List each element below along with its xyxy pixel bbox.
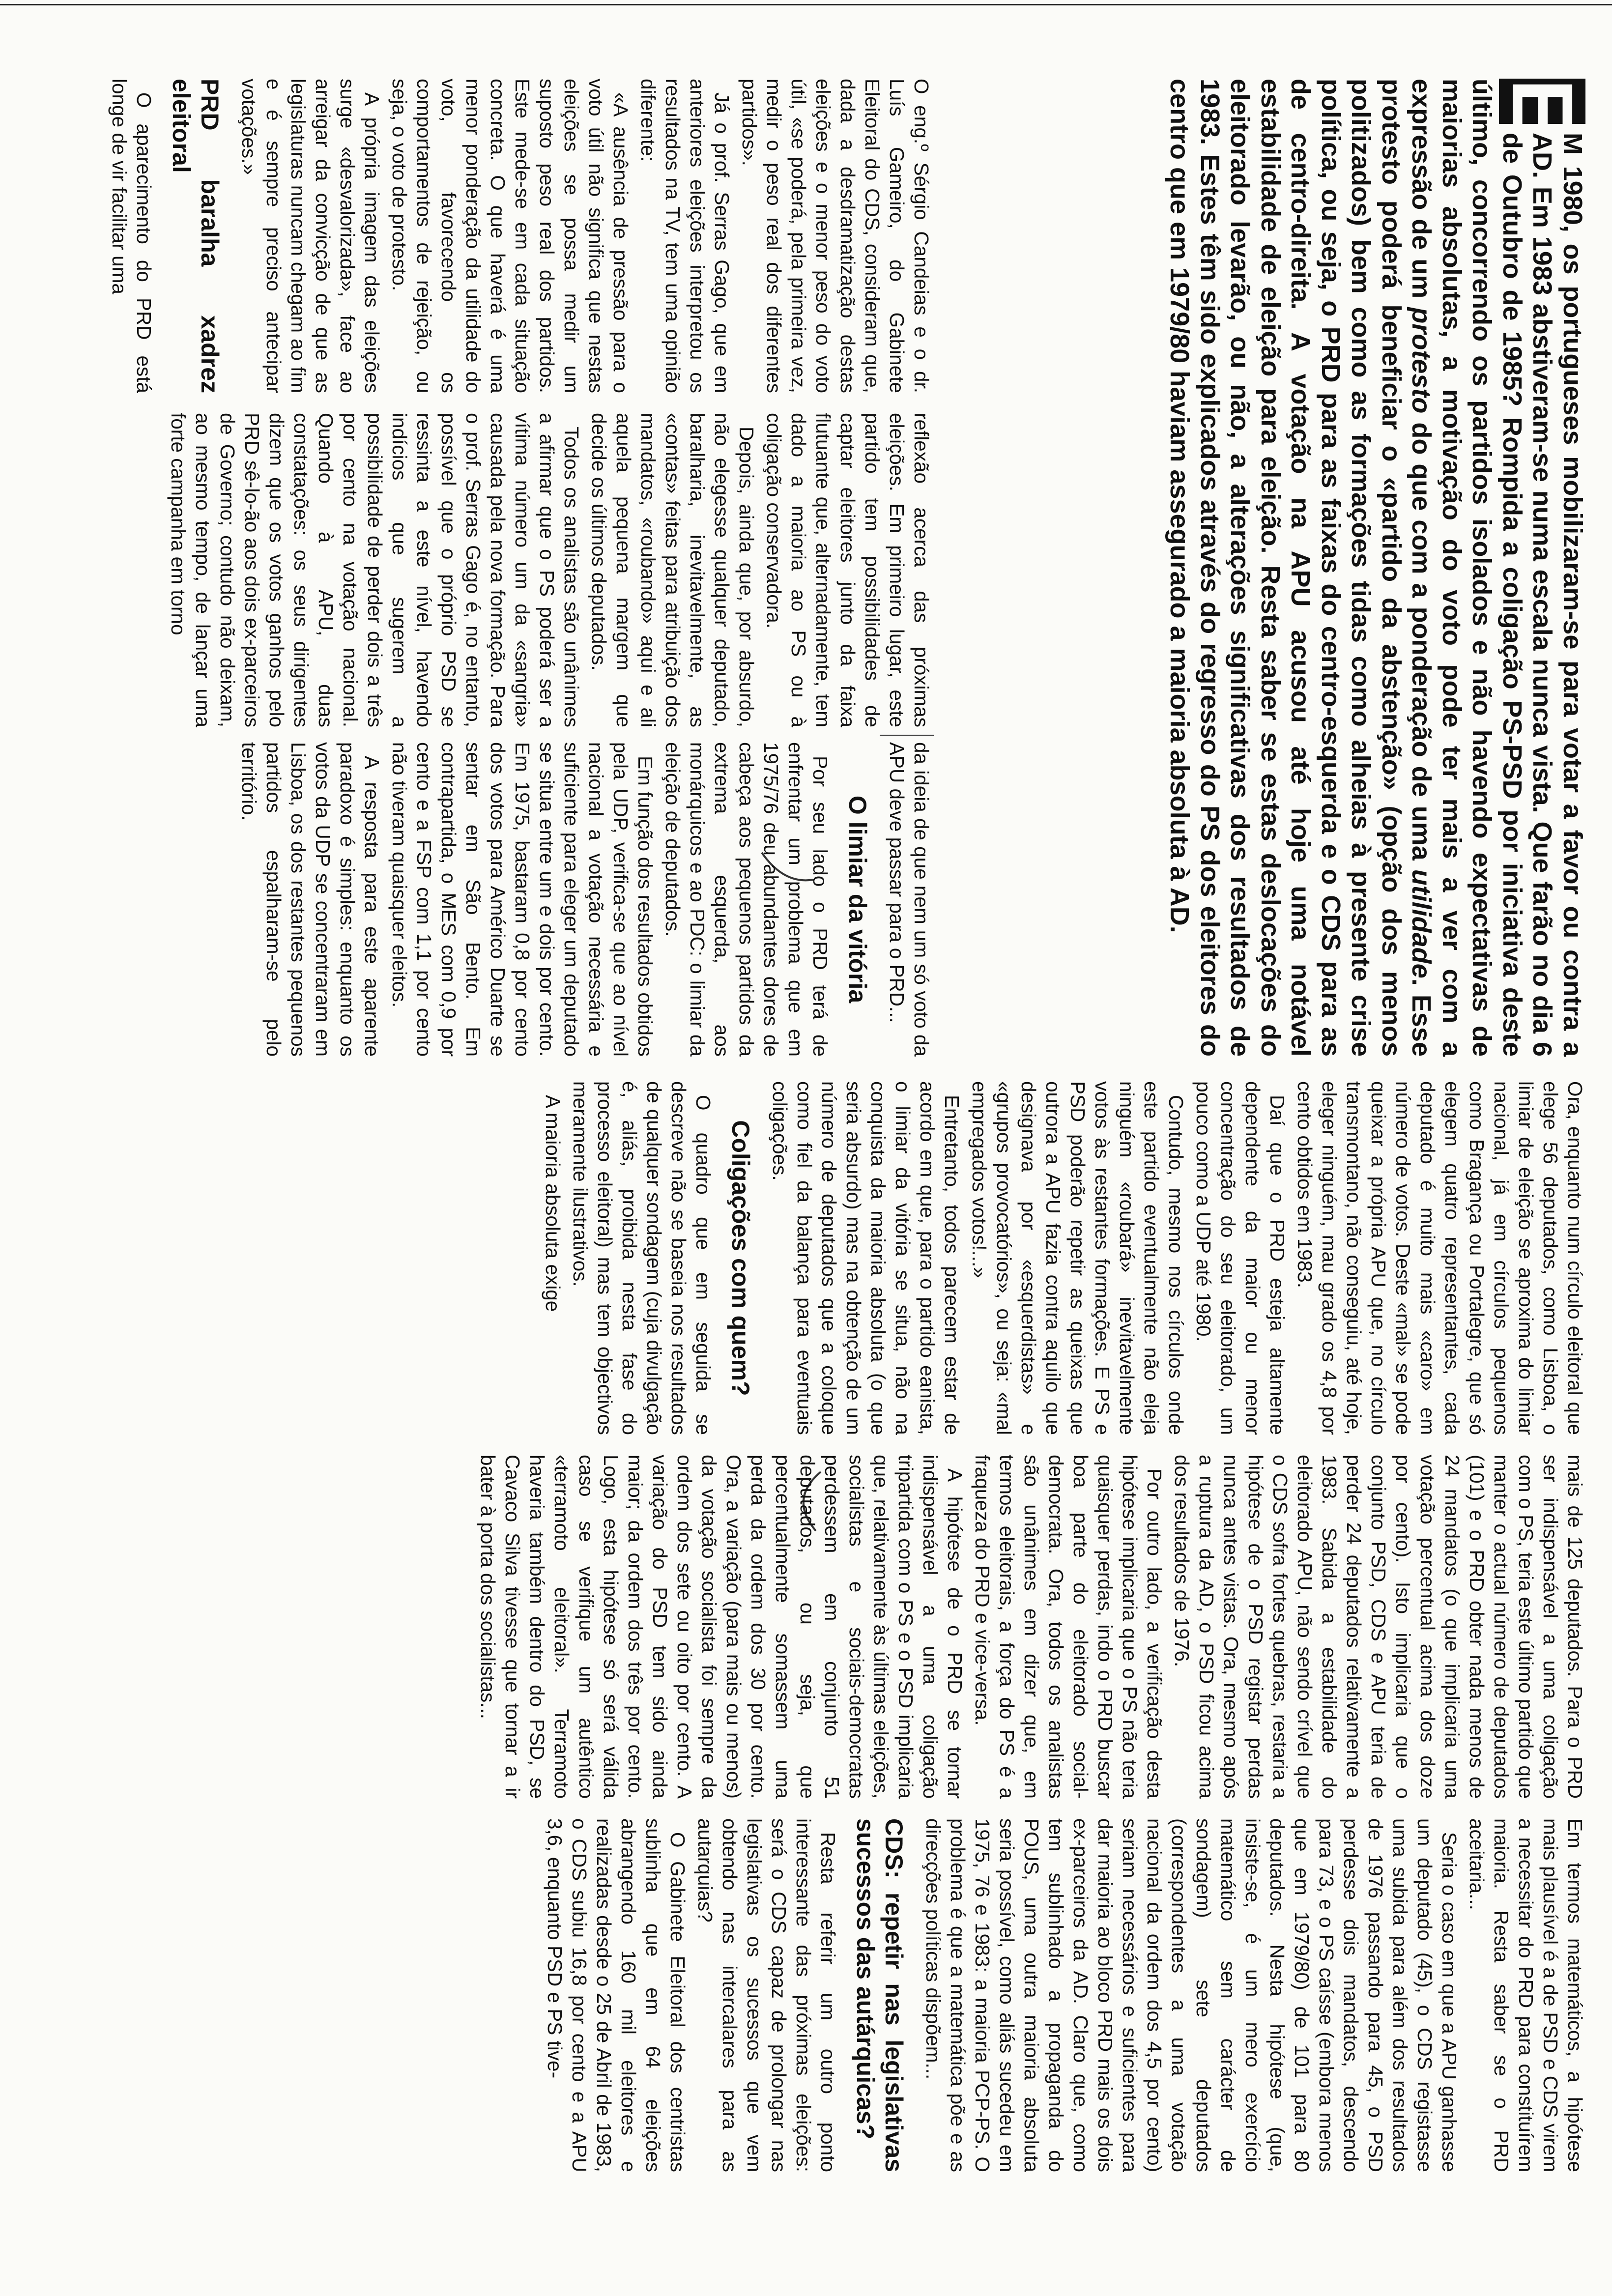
paragraph: reflexão acerca das próximas eleições. Em primeiro lugar, este partido tem possibilidades de captar eleitores junto da faixa flutuante que, alternadamente, tem dado a maioria ao PS ou à coligação conservadora. [763,413,933,727]
column-3 [143,742,934,1057]
column-2 [143,413,934,727]
paragraph: Ora, enquanto num círculo eleitoral que elege 56 deputados, como Lisboa, o limiar de eleição se aproxima do limiar nacional, já em círculos pequenos como Bragança ou Portalegre, que só elegem quatro representantes, cada deputado é muito mais «caro» em número de votos. Deste «mal» se pode queixar a própria APU que, no círculo transmontano, não conseguiu, até hoje, eleger ninguém, mau grado os 4,8 por cento obtidos em 1983. [1294,1081,1586,1435]
paragraph: Todos os analistas são unânimes a afirmar que o PS poderá ser a vítima número um da «sangria» causada pela nova formação. Para o prof. Serras Gago é, no entanto, possível que o próprio PSD se ressinta a este nível, havendo indícios que sugerem a possibilidade de perder dois a três por cento na votação nacional. Quando à APU, duas constatações: os seus dirigentes dizem que os votos ganhos pelo PRD sê-lo-ão aos dois ex-parceiros de Governo; contudo não deixam, ao mesmo tempo, de lançar uma forte campanha em torno [167,413,583,727]
lede-body-3: . Esse protesto poderá beneficiar o «partido da abstenção» (opção dos menos politizados) bem como as formações tidas como alheias à presente crise política, ou seja, o PRD para as faixas do centro-esquerda e o CDS para as de centro-direita. A votação na APU acusou até hoje uma notável estabilidade de eleição para eleição. Resta saber se estas deslocações do eleitorado levarão, ou não, a alterações significativas dos resultados de 1983. Estes têm sido explicados através do regresso do PS dos eleitores do centro que em 1979/80 haviam assegurado a maioria absoluta à AD. [1165,79,1437,1057]
rotated-article [108,79,1590,2241]
lede-intro: M 1980, os portugueses mobilizaram-se para votar a favor ou contra a AD. Em 1983 abstiveram-se numa escala nunca vista. Que farão no dia 6 de Outubro de 1985? [1497,133,1587,1057]
column-5 [143,1455,1587,1799]
paragraph: Seria o caso em que a APU ganhasse um deputado (45), o CDS registasse uma subida para além dos resultados de 1976 passando para 45, o PSD perdesse dois mandatos, descendo para 73, e o PS caísse (embora menos que em 1979/80) de 101 para 80 deputados. Nesta hipótese (que, insiste-se, é um mero exercício matemático sem carácter de sondagem) sete deputados (correspondentes a uma votação nacional da ordem dos 4,5 por cento) seriam necessários e suficientes para dar maioria ao bloco PRD mais os dois ex-parceiros da AD. Claro que, como tem sublinhado a propaganda do POUS, uma outra maioria absoluta seria possível, como aliás sucedeu em 1975, 76 e 1983: a maioria PCP-PS. O problema é que a matemática põe e as direcções políticas dispõem... [922,1818,1461,2172]
subheading-limiar: O limiar da vitória [844,795,871,1004]
paragraph: A resposta para este aparente paradoxo é simples: enquanto os votos da UDP se concentraram em Lisboa, os dos restantes pequenos partidos espalharam-se pelo território. [238,742,383,1057]
column-divider [880,735,934,736]
paragraph: O Gabinete Eleitoral dos centristas sublinha que em 64 eleições abrangendo 160 mil eleitores e realizadas desde o 25 de Abril de 1983, o CDS subiu 16,8 por cento e a APU 3,6, enquanto PSD e PS tive- [544,1818,689,2172]
paragraph: Resta referir um outro ponto interessante das próximas eleições: será o CDS capaz de prolongar nas legislativas os sucessos que vem obtendo nas intercalares para as autarquias? [694,1818,839,2172]
paragraph: Por seu lado o PRD terá de enfrentar um problema que em 1975/76 deu abundantes dores de cabeça aos pequenos partidos da extrema esquerda, aos monárquicos e ao PDC: o limiar da eleição de deputados. [662,742,832,1057]
subheading-coligacoes: Coligações com quem? [727,1120,754,1396]
column-6 [143,1818,1587,2172]
paragraph: Entretanto, todos parecem estar de acordo em que, para o partido eanista, o limiar da vitória se situa, não na conquista da maioria absoluta (o que seria absurdo) mas na obtenção de um número de deputados que a coloque como fiel da balança para eventuais coligações. [769,1081,963,1435]
top-scan-edge [0,4,1612,5]
subheading-cds-repetir: CDS: repetir nas legislativas sucessos das autárquicas? [852,1818,908,2172]
lede-italic-utilidade: utilidade [1407,869,1437,978]
paragraph: O quadro que em seguida se descreve não se baseia nos resultados de qualquer sondagem (cuja divulgação é, aliás, proibida nesta fase do processo eleitoral) mas tem objectivos meramente ilustrativos. [569,1081,715,1435]
paragraph: mais de 125 deputados. Para o PRD ser indispensável a uma coligação com o PS, teria este último partido que manter o actual número de deputados (101) e o PRD obter nada menos de 24 mandatos (o que implicaria uma votação percentual acima dos doze por cento). Isto implicaria que o conjunto PSD, CDS e APU teria de perder 24 deputados relativamente a 1983. Sabida a estabilidade do eleitorado APU, não sendo crível que o CDS sofra fortes quebras, restaria a hipótese de o PSD registar perdas nunca antes vistas. Ora, mesmo após a ruptura da AD, o PSD ficou acima dos resultados de 1976. [1171,1455,1586,1799]
article-lede [971,79,1590,1057]
paragraph: «A ausência de pressão para o voto útil não significa que nestas eleições se possa medir um suposto peso real dos partidos. Este mede-se em cada situação concreta. O que haverá é uma menor ponderação da utilidade do voto, favorecendo os comportamentos de rejeição, ou seja, o voto de protesto. [388,79,632,393]
paragraph: O aparecimento do PRD está longe de vir facilitar uma [108,79,155,393]
drop-cap: E [1494,79,1590,137]
paragraph: Em termos matemáticos, a hipótese mais plausível é a de PSD e CDS virem a necessitar do PRD para constituírem maioria. Resta saber se o PRD aceitaria... [1466,1818,1586,2172]
lede-italic-protesto: protesto [1407,307,1437,414]
paragraph: A hipótese de o PRD se tornar indispensável a uma coligação tripartida com o PS e o PSD implicaria que, relativamente às últimas eleições, socialistas e sociais-democratas perdessem em conjunto 51 deputados, ou seja, que percentualmente somassem uma perda da ordem dos 30 por cento. Ora, a variação (para mais ou menos) da votação socialista foi sempre da ordem dos sete ou oito por cento. A variação do PSD tem sido ainda maior; da ordem dos três por cento. Logo, esta hipótese só será válida caso se verifique um autêntico «terramoto eleitoral». Terramoto haveria também dentro do PSD, se Cavaco Silva tivesse que tornar a ir bater à porta dos socialistas... [477,1455,966,1799]
paragraph: Já o prof. Serras Gago, que em anteriores eleições interpretou os resultados na TV, tem uma opinião diferente: [637,79,733,393]
paragraph: da ideia de que nem um só voto da APU deve passar para o PRD... [886,742,933,1057]
paragraph: A própria imagem das eleições surge «desvalorizada», face ao arreigar da convicção de que as legislaturas nuncam chegam ao fim e é sempre preciso antecipar votações.» [238,79,383,393]
paragraph: Em função dos resultados obtidos pela UDP, verifica-se que ao nível nacional a votação necessária e suficiente para eleger um deputado se situa entre um e dois por cento. Em 1975, bastaram 0,8 por cento dos votos para Américo Duarte se sentar em São Bento. Em contrapartida, o MES com 0,9 por cento e a FSP com 1,1 por cento não tiveram quaisquer eleitos. [388,742,657,1057]
paragraph: Contudo, mesmo nos círculos onde este partido eventualmente não eleja ninguém «roubará» inevitavelmente votos às restantes formações. E PS e PSD poderão repetir as queixas que outrora a APU fazia contra aquilo que designava por «esquerdistas» e «grupos provocatórios», ou seja: «mal empregados votos!...» [968,1081,1187,1435]
lede-body-1: Rompida a coligação PS-PSD por iniciativa deste último, concorrendo os partidos isolados e não havendo expectativas de maiorias absolutas, a motivação do voto pode ter mais a ver com a expressão de um [1407,79,1527,1057]
lede-body-2: do que com a ponderação de uma [1407,413,1437,869]
column-4 [143,1081,1587,1435]
paragraph: O eng.º Sérgio Candeias e o dr. Luís Gameiro, do Gabinete Eleitoral do CDS, consideram que, dada a desdramatização destas eleições e o menor peso do voto útil, «se poderá, pela primeira vez, medir o peso real dos diferentes partidos». [738,79,933,393]
subheading-prd-baralha: PRD baralha xadrez eleitoral [168,79,224,393]
paragraph: Daí que o PRD esteja altamente dependente da maior ou menor concentração do seu eleitorado, um pouco como a UDP até 1980. [1192,1081,1289,1435]
column-1 [108,79,934,393]
paragraph: Por outro lado, a verificação desta hipótese implicaria que o PS não teria quaisquer perdas, indo o PRD buscar boa parte do eleitorado social-democrata. Ora, todos os analistas são unânimes em dizer que, em termos eleitorais, a força do PS é a fraqueza do PRD e vice-versa. [971,1455,1166,1799]
paragraph: Depois, ainda que, por absurdo, não elegesse qualquer deputado, baralharia, inevitavelmente, as «contas» feitas para atribuição dos mandatos, «roubando» aqui e ali aquela pequena margem que decide os últimos deputados. [588,413,758,727]
paragraph: A maioria absoluta exige [542,1095,564,1312]
